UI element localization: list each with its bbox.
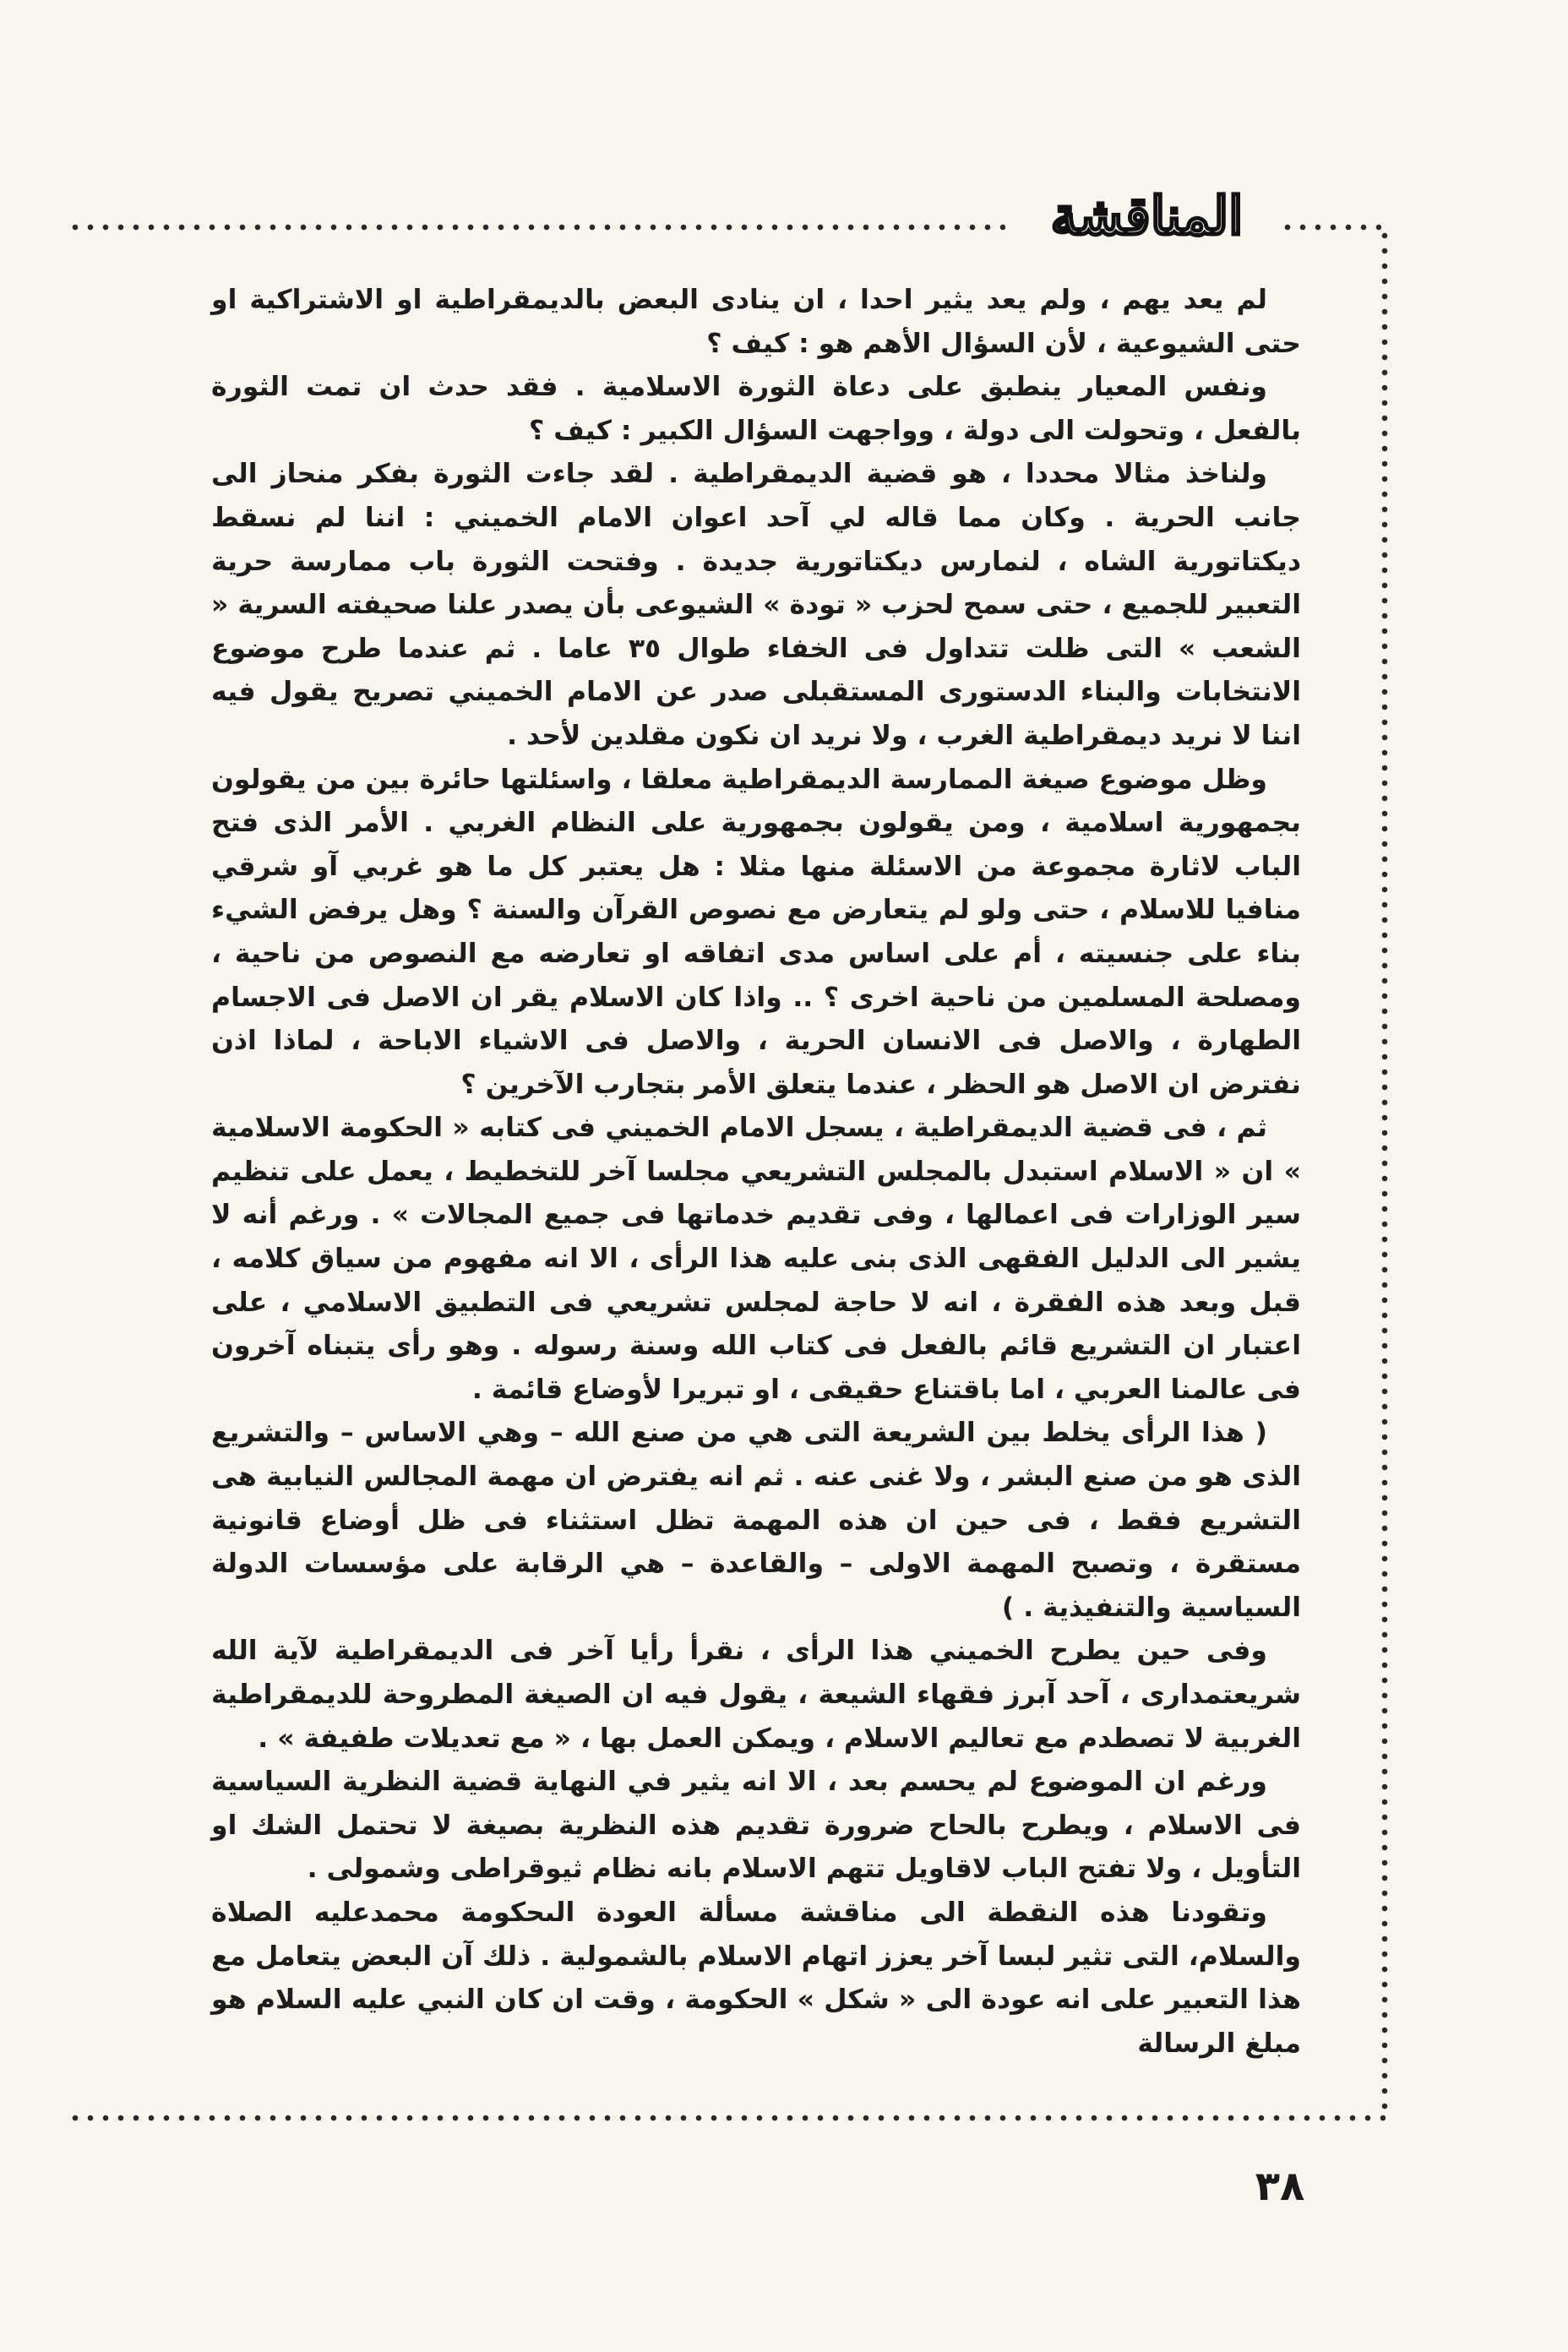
bottom-dotted-rule — [68, 2112, 1386, 2124]
paragraph: ورغم ان الموضوع لم يحسم بعد ، الا انه يثير في النهاية قضية النظرية السياسية فى الاسلام ، ويطرح بالحاح ضرورة تقديم هذه النظرية بصيغة لا تحتمل الشك او التأويل ، ولا تفتح الباب لاقاويل تتهم الاسلام بانه نظام ثيوقراطى وشمولى . — [211, 1767, 1301, 1885]
top-dotted-rule — [68, 221, 1005, 233]
paragraph: وتقودنا هذه النقطة الى مناقشة مسألة العودة الىحكومة محمدعليه الصلاة والسلام، التى تثير لبسا آخر يعزز اتهام الاسلام بالشمولية . ذلك آن البعض يتعامل مع هذا التعبير على انه عودة الى « شكل » الحكومة ، وقت ان كان النبي عليه السلام هو مبلغ الرسالة — [211, 1897, 1301, 2059]
paragraph: ( هذا الرأى يخلط بين الشريعة التى هي من صنع الله – وهي الاساس – والتشريع الذى هو من صنع البشر ، ولا غنى عنه . ثم انه يفترض ان مهمة المجالس النيابية هى التشريع فقط ، فى حين ان هذه المهمة تظل استثناء فى ظل أوضاع قانونية مستقرة ، وتصبح المهمة الاولى – والقاعدة – هي الرقابة على مؤسسات الدولة السياسية والتنفيذية . ) — [211, 1418, 1301, 1623]
masthead-logo: المناقشة — [1050, 184, 1244, 247]
right-dotted-rule — [1379, 228, 1391, 2112]
page-number: ٣٨ — [1255, 2163, 1305, 2210]
paragraph: ولناخذ مثالا محددا ، هو قضية الديمقراطية . لقد جاءت الثورة بفكر منحاز الى جانب الحرية . وكان مما قاله لي آحد اعوان الامام الخميني : اننا لم نسقط ديكتاتورية الشاه ، لنمارس ديكتاتورية جديدة . وفتحت الثورة باب ممارسة حرية التعبير للجميع ، حتى سمح لحزب « تودة » الشيوعى بأن يصدر علنا صحيفته السرية « الشعب » التى ظلت تتداول فى الخفاء طوال ٣٥ عاما . ثم عندما طرح موضوع الانتخابات والبناء الدستورى المستقبلى صدر عن الامام الخميني تصريح يقول فيه اننا لا نريد ديمقراطية الغرب ، ولا نريد ان نكون مقلدين لأحد . — [211, 459, 1301, 751]
article-body — [211, 279, 1301, 2066]
paragraph: ثم ، فى قضية الديمقراطية ، يسجل الامام الخميني فى كتابه « الحكومة الاسلامية » ان « الاسلام استبدل بالمجلس التشريعي مجلسا آخر للتخطيط ، يعمل على تنظيم سير الوزارات فى اعمالها ، وفى تقديم خدماتها فى جميع المجالات » . ورغم أنه لا يشير الى الدليل الفقهى الذى بنى عليه هذا الرأى ، الا انه مفهوم من سياق كلامه ، قبل وبعد هذه الفقرة ، انه لا حاجة لمجلس تشريعي فى التطبيق الاسلامي ، على اعتبار ان التشريع قائم بالفعل فى كتاب الله وسنة رسوله . وهو رأى يتبناه آخرون فى عالمنا العربي ، اما باقتناع حقيقى ، او تبريرا لأوضاع قائمة . — [211, 1113, 1301, 1405]
paragraph: ونفس المعيار ينطبق على دعاة الثورة الاسلامية . فقد حدث ان تمت الثورة بالفعل ، وتحولت الى دولة ، وواجهت السؤال الكبير : كيف ؟ — [211, 372, 1301, 446]
top-dotted-rule-right — [1280, 221, 1381, 233]
paragraph: وفى حين يطرح الخميني هذا الرأى ، نقرأ رأيا آخر فى الديمقراطية لآية الله شريعتمدارى ، آحد آبرز فقهاء الشيعة ، يقول فيه ان الصيغة المطروحة للديمقراطية الغربية لا تصطدم مع تعاليم الاسلام ، ويمكن العمل بها ، « مع تعديلات طفيفة » . — [211, 1636, 1301, 1754]
paragraph: لم يعد يهم ، ولم يعد يثير احدا ، ان ينادى البعض بالديمقراطية او الاشتراكية او حتى الشيوعية ، لأن السؤال الأهم هو : كيف ؟ — [211, 285, 1301, 359]
paragraph: وظل موضوع صيغة الممارسة الديمقراطية معلقا ، واسئلتها حائرة بين من يقولون بجمهورية اسلامية ، ومن يقولون بجمهورية على النظام الغربي . الأمر الذى فتح الباب لاثارة مجموعة من الاسئلة منها مثلا : هل يعتبر كل ما هو غربي آو شرقي منافيا للاسلام ، حتى ولو لم يتعارض مع نصوص القرآن والسنة ؟ وهل يرفض الشيء بناء على جنسيته ، أم على اساس مدى اتفاقه او تعارضه مع النصوص من ناحية ، ومصلحة المسلمين من ناحية اخرى ؟ .. واذا كان الاسلام يقر ان الاصل فى الاجسام الطهارة ، والاصل فى الانسان الحرية ، والاصل فى الاشياء الاباحة ، لماذا اذن نفترض ان الاصل هو الحظر ، عندما يتعلق الأمر بتجارب الآخرين ؟ — [211, 764, 1301, 1100]
